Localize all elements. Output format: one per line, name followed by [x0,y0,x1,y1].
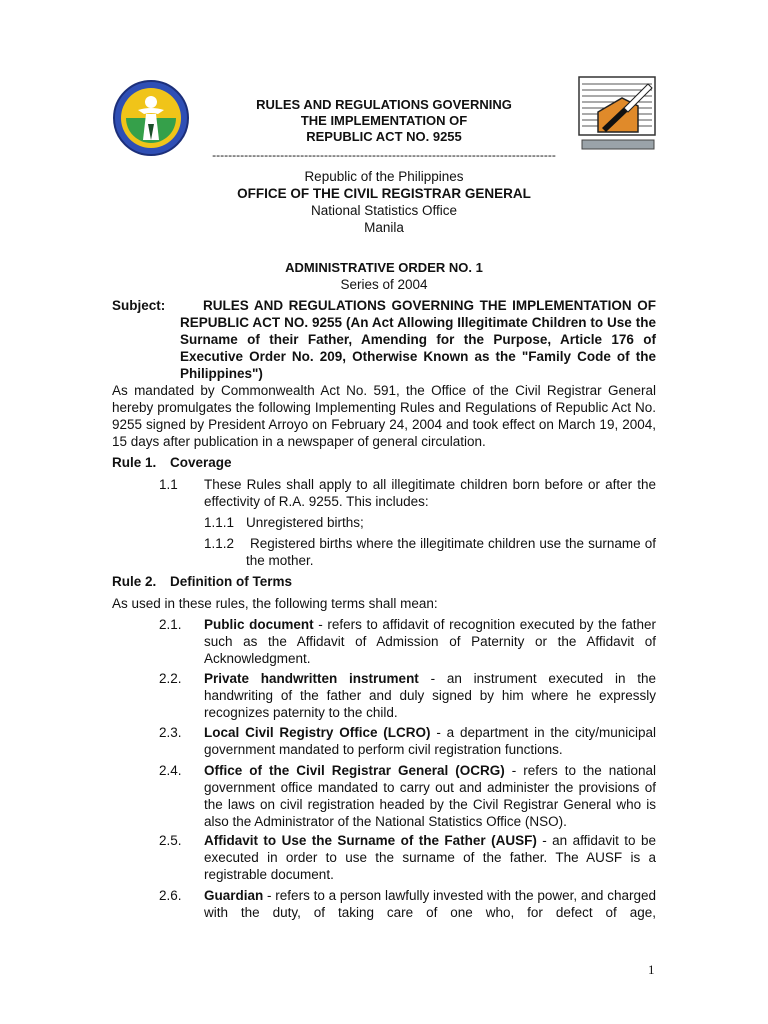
rule-1-1-2-text: Registered births where the illegitimate children use the surname of the mother. [246,536,656,568]
rule-1-1-number: 1.1 [159,477,178,492]
definition-text: - refers to the national government office mandated to carry out and administer the provisions of the laws on civil registration headed by the Civil Registrar General who is also the Administrator of the National Statistics Office (NSO). [204,763,656,829]
definition-2-1 [204,616,656,667]
rule-2-intro: As used in these rules, the following terms shall mean: [112,596,438,611]
definition-2-3 [204,724,656,758]
definition-2-4-number: 2.4. [159,763,182,778]
republic-line: Republic of the Philippines [304,169,464,184]
definition-2-5 [204,832,656,883]
header-separator: -------------------------------------------------------------------------------------- [212,148,556,162]
definition-term: Private handwritten instrument [204,671,419,686]
definition-text: - a department in the city/municipal government mandated to perform civil registration functions. [204,725,656,757]
definition-text: - an instrument executed in the handwriting of the father and duly signed by him where he expressly recognizes paternity to the child. [204,671,656,720]
rule-2-number: Rule 2. [112,574,157,589]
city-line: Manila [364,220,404,235]
title-line-2: THE IMPLEMENTATION OF [300,113,468,128]
rule-1-1-1-number: 1.1.1 [204,515,235,530]
title-line-1: RULES AND REGULATIONS GOVERNING [256,97,512,112]
definition-2-1-number: 2.1. [159,617,182,632]
rule-1-number: Rule 1. [112,455,157,470]
definition-2-6 [204,887,656,921]
rule-1-1-1-text: Unregistered births; [246,515,364,530]
office-name: OFFICE OF THE CIVIL REGISTRAR GENERAL [237,186,531,201]
page-number: 1 [648,962,655,977]
document-title [0,97,768,145]
subject-label: Subject: [112,298,166,313]
definition-text: - refers to affidavit of recognition executed by the father such as the Affidavit of Admission of Paternity or the Affidavit of Acknowledgment. [204,617,656,666]
definition-2-6-number: 2.6. [159,888,182,903]
rule-1-title: Coverage [170,455,232,470]
title-line-3: REPUBLIC ACT NO. 9255 [306,129,462,144]
definition-text: - refers to a person lawfully invested with the power, and charged with the duty, of taking care of one who, for defect of age, [204,888,656,920]
definition-term: Local Civil Registry Office (LCRO) [204,725,431,740]
definition-2-4 [204,762,656,830]
definition-2-5-number: 2.5. [159,833,182,848]
definition-term: Affidavit to Use the Surname of the Father (AUSF) [204,833,537,848]
order-series: Series of 2004 [340,277,428,292]
definition-term: Guardian [204,888,264,903]
order-title: ADMINISTRATIVE ORDER NO. 1 [285,260,483,275]
rule-2-title: Definition of Terms [170,574,293,589]
definition-term: Public document [204,617,314,632]
rule-1-1-text: These Rules shall apply to all illegitimate children born before or after the effectivity of R.A. 9255. This includes: [204,477,656,509]
definition-2-2 [204,670,656,721]
definition-2-2-number: 2.2. [159,671,182,686]
subject-text: RULES AND REGULATIONS GOVERNING THE IMPLEMENTATION OF REPUBLIC ACT NO. 9255 (An Act Allowing Illegitimate Children to Use the Surname of their Father, Amending for the Purpose, Article 176 of Executive Order No. 209, Otherwise Known as the "Family Code of the Philippines") [180,298,656,381]
definition-2-3-number: 2.3. [159,725,182,740]
rule-1-1-2-number: 1.1.2 [204,536,235,551]
nso-line: National Statistics Office [310,203,458,218]
definition-text: - an affidavit to be executed in order to use the surname of the father. The AUSF is a registrable document. [204,833,656,882]
intro-paragraph: As mandated by Commonwealth Act No. 591, the Office of the Civil Registrar General hereby promulgates the following Implementing Rules and Regulations of Republic Act No. 9255 signed by President Arroyo on February 24, 2004 and took effect on March 19, 2004, 15 days after publication in a newspaper of general circulation. [112,383,656,449]
definition-term: Office of the Civil Registrar General (OCRG) [204,763,505,778]
